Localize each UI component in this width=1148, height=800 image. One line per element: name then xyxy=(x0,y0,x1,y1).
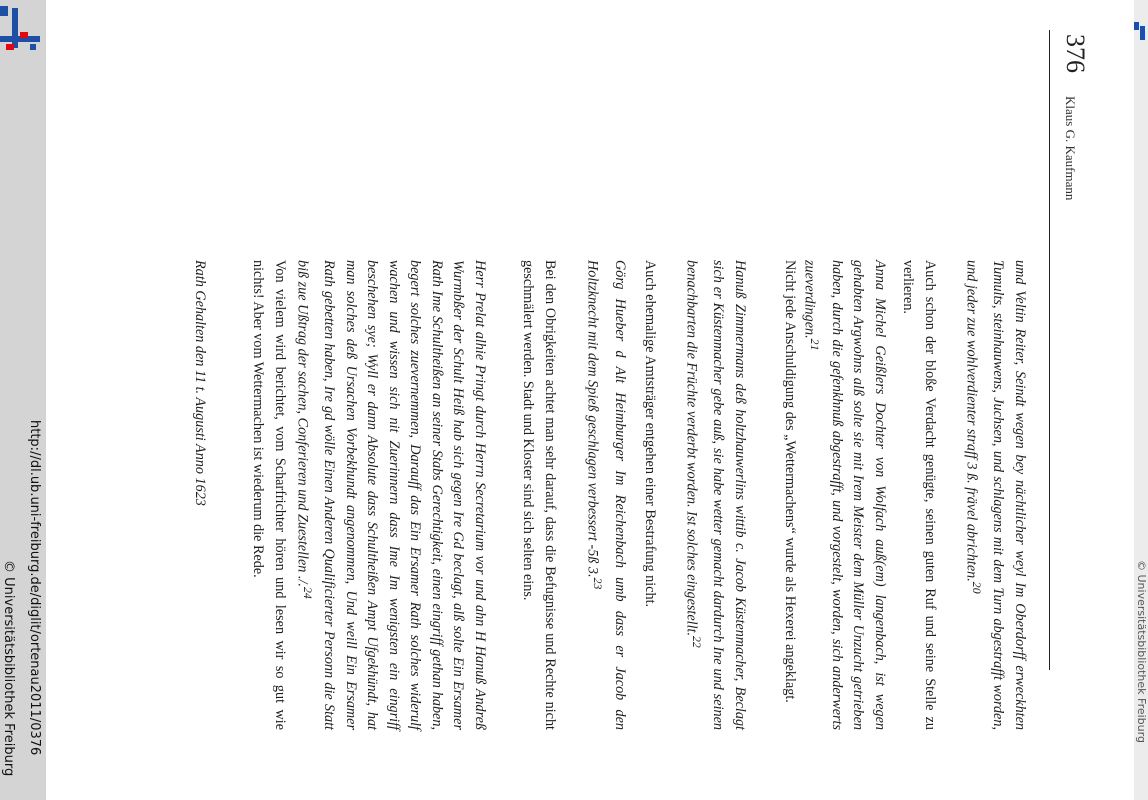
footnote-mark: 23 xyxy=(591,577,606,590)
page-header xyxy=(1049,30,1090,670)
copyright-fragment: © Universitätsbibliothek Freiburg xyxy=(1135,560,1148,743)
quote-text: Görg Hueber d Alt Heimburger Im Reichenbach umb dass er Jacob den Holtzknecht mit dem Spieß geschlagen verbessert -5ß 3. xyxy=(584,260,628,730)
body-text: Auch ehemalige Amtsträger entgehen einer Bestrafung nicht. xyxy=(642,260,658,608)
body-text: Nicht jede Anschuldigung des „Wettermachens“ wurde als Hexerei angeklagt. xyxy=(782,260,798,703)
quote-paragraph xyxy=(581,260,630,730)
quote-paragraph xyxy=(189,260,211,730)
body-paragraph xyxy=(639,260,661,730)
university-logo-icon xyxy=(0,6,40,50)
body-paragraph xyxy=(247,260,290,730)
body-text: Bei den Obrigkeiten achtet man sehr darauf, dass die Befugnisse und Rechte nicht geschmälert werden. Stadt und Kloster sind sich selten eins. xyxy=(520,260,558,730)
body-text: Auch schon der bloße Verdacht genügte, seinen guten Ruf und seine Stelle zu verlieren. xyxy=(900,260,938,730)
body-paragraph xyxy=(897,260,940,730)
left-gutter xyxy=(0,0,46,800)
quote-text: Herr Prelat alhie Pringt durch Herrn Secretarium vor und ahn H Hanuß Andreß Wurmbßer der Schult Heiß hab sich gegen Ire Gd beclagt, alß solte Ein Ersamer Rath Ime Schultheißen an seiner Stabs Gerechtigkeit, einen eingriff gethan haben, begert solches zuevernemmen, Darauff das Ein Ersamer Rath solches widerulf wachen und wissen sich nit Zuerinnern dass Ime Im wenigsten ein eingriff beschehen sye; Wyll er dann Absolute dass Schultheißen Ampt Ufgekhündt, hat man solches deß Ursachen Vorbekhundt angenommen, Und weill Ein Ersamer Rath gebetten haben, Ire gd wölle Einen Anderen Qualificierter Personn die Statt biß zue Ußtrag der sachen, Conferieren und Zuestellen ./. xyxy=(294,260,488,730)
university-logo-fragment-icon xyxy=(1134,22,1146,42)
footnote-mark: 20 xyxy=(970,581,984,594)
quote-paragraph xyxy=(680,260,750,730)
body-paragraph xyxy=(517,260,560,730)
page-number: 376 xyxy=(1061,34,1090,73)
running-head: Klaus G. Kaufmann xyxy=(1063,96,1078,201)
footnote-mark: 21 xyxy=(808,338,823,351)
right-gutter xyxy=(1134,0,1148,800)
footnote-mark: 22 xyxy=(690,636,704,648)
quote-text: Anna Michel Geißlers Dochter von Wolfach auß(em) langenbach, ist wegen gehabten Argwohns alß solte sie mit Irem Meister dem Müller Unzucht getrieben haben, durch die gefenkhnuß abgestrafft, und vorgestelt, worden, sich anderwerts zueverdingen. xyxy=(801,260,888,730)
quote-text: umd Veltin Reiter, Seindt wegen bey nächtlicher weyl Im Oberdorff erweckhten Tumults, steinhauwens, Juchsen, und schlagens mit dem Turn abgestrafft worden, und jeder zue wohlverdienter straff 3 ß. frävel abrichten. xyxy=(963,260,1028,730)
quote-paragraph xyxy=(960,260,1030,730)
document-page xyxy=(90,30,1090,750)
body-text: Von vielem wird berichtet, vom Scharfrichter hören und lesen wir so gut wie nichts! Aber vom Wettermachen ist wiederum die Rede. xyxy=(250,260,288,730)
quote-paragraph xyxy=(798,260,890,730)
quote-text: Hanuß Zimmermans deß holtzhauwerlins wittib c. Jacob Küstenmacher, Beclagt sich er Küstenmacher gebe auß, sie habe wetter gemacht dardurch Ine und seinen benachbarten die Früchte verderbt worden. Ist solches eingestellt. xyxy=(683,260,748,730)
body-paragraph xyxy=(779,260,801,730)
quote-paragraph xyxy=(291,260,490,730)
quote-text: Rath Gehalten den 11 t. Augusti Anno 1623 xyxy=(192,260,208,506)
footnote-mark: 24 xyxy=(301,586,315,599)
copyright-notice: © Universitätsbibliothek Freiburg xyxy=(1,560,16,777)
digital-library-url[interactable]: http://dl.ub.uni-freiburg.de/diglit/ortenau2011/0376 xyxy=(27,420,42,756)
